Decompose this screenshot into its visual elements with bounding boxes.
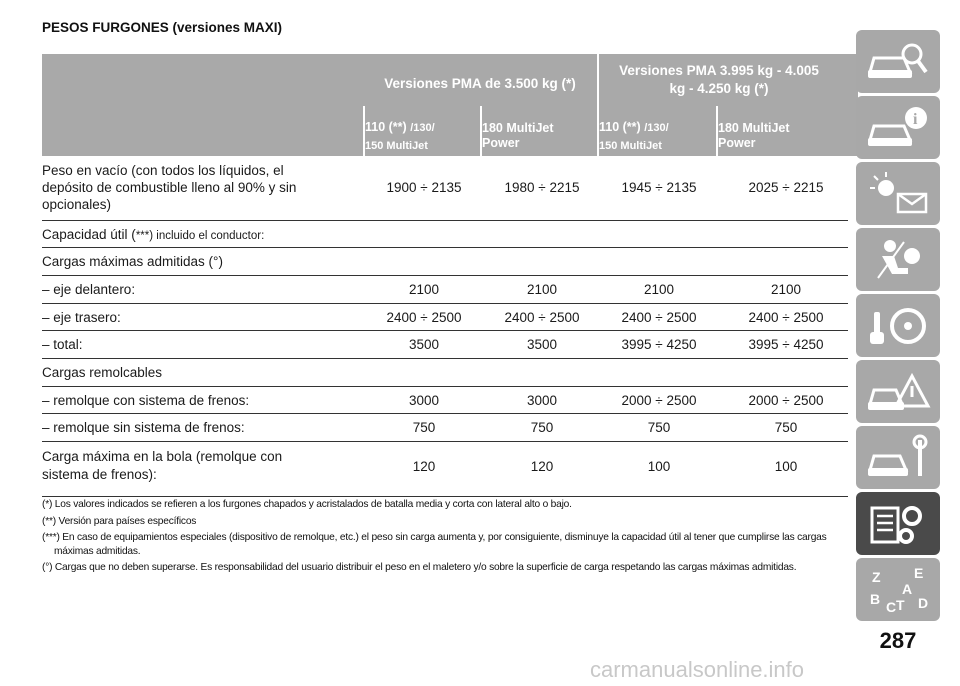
footnotes (42, 498, 848, 578)
table-row-carga-bola: Carga máxima en la bola (remolque con sistema de frenos): 120 120 100 100 (42, 442, 848, 497)
weights-table (42, 54, 848, 497)
svg-text:B: B (870, 591, 881, 607)
tab-alphabetical-index[interactable] (856, 558, 940, 621)
list-gear-icon (864, 498, 932, 550)
page-number: 287 (879, 628, 917, 653)
header-col-110-a: 110 (**) /130/ 150 MultiJet (365, 106, 480, 156)
svg-text:C: C (886, 599, 897, 615)
table-header-row-1 (42, 54, 848, 106)
table-row-peso-vacio: Peso en vacío (con todos los líquidos, el depósito de combustible lleno al 90% y sin opcionales) 1900 ÷ 2135 1980 ÷ 2215 1945 ÷ 2135 2025 ÷ 2215 (42, 156, 848, 221)
key-steering-wheel-icon (864, 300, 932, 352)
header-col-180-b: 180 MultiJet Power (718, 106, 858, 156)
tab-safety[interactable] (856, 228, 940, 291)
table-row-cargas-remolcables: Cargas remolcables (42, 359, 848, 387)
table-row-capacidad-util: Capacidad útil (***) incluido el conductor: (42, 221, 848, 248)
svg-text:E: E (914, 565, 924, 581)
svg-text:i: i (913, 111, 918, 128)
header-col-110-b: 110 (**) /130/ 150 MultiJet (599, 106, 716, 156)
tab-dashboard[interactable] (856, 30, 940, 93)
car-wrench-icon (864, 432, 932, 484)
svg-text:Z: Z (872, 569, 881, 585)
watermark: carmanualsonline.info (590, 657, 805, 682)
tab-technical-data[interactable] (856, 492, 940, 555)
table-row-remolque-sin-frenos: – remolque sin sistema de frenos: 750 750 750 750 (42, 414, 848, 442)
tab-starting-driving[interactable] (856, 294, 940, 357)
warning-light-envelope-icon (864, 168, 932, 220)
table-row-eje-trasero: – eje trasero: 2400 ÷ 2500 2400 ÷ 2500 2400 ÷ 2500 2400 ÷ 2500 (42, 304, 848, 331)
tab-warning-lights[interactable] (856, 162, 940, 225)
footnote: (***) En caso de equipamientos especiales (dispositivo de remolque, etc.) el peso sin carga aumenta y, por consiguiente, disminuye la capacidad útil al tener que cumplirse las cargas máximas admitidas. (42, 532, 827, 557)
airbag-passenger-icon (864, 234, 932, 286)
car-magnifier-icon (864, 36, 932, 88)
svg-text:D: D (918, 595, 929, 611)
footnote: (°) Cargas que no deben superarse. Es responsabilidad del usuario distribuir el peso en el maletero y/o sobre la superficie de carga respetando las cargas máximas admitidas. (42, 562, 797, 573)
car-warning-triangle-icon (864, 366, 932, 418)
table-header-row-2 (42, 106, 848, 156)
footnote: (**) Versión para países específicos (42, 515, 197, 527)
svg-text:A: A (902, 581, 913, 597)
svg-text:T: T (896, 597, 905, 613)
table-row-remolque-con-frenos: – remolque con sistema de frenos: 3000 3000 2000 ÷ 2500 2000 ÷ 2500 (42, 387, 848, 414)
alphabetical-index-icon (864, 564, 932, 616)
table-row-cargas-maximas: Cargas máximas admitidas (°) (42, 248, 848, 276)
table-row-total: – total: 3500 3500 3995 ÷ 4250 3995 ÷ 4250 (42, 331, 848, 359)
footnote: (*) Los valores indicados se refieren a los furgones chapados y acristalados de batalla media y corta con lateral alto o bajo. (42, 499, 572, 510)
header-col-180-a: 180 MultiJet Power (482, 106, 597, 156)
header-empty-cell (42, 106, 363, 156)
table-row-eje-delantero: – eje delantero: 2100 2100 2100 2100 (42, 276, 848, 304)
tab-maintenance[interactable] (856, 426, 940, 489)
header-group-pma-3500: Versiones PMA de 3.500 kg (*) (365, 62, 595, 106)
tab-emergency[interactable] (856, 360, 940, 423)
tab-info[interactable] (856, 96, 940, 159)
page-title: PESOS FURGONES (versiones MAXI) (42, 20, 283, 35)
car-info-icon (864, 102, 932, 154)
header-group-pma-3995: Versiones PMA 3.995 kg - 4.005 kg - 4.250 kg (*) (599, 54, 839, 106)
